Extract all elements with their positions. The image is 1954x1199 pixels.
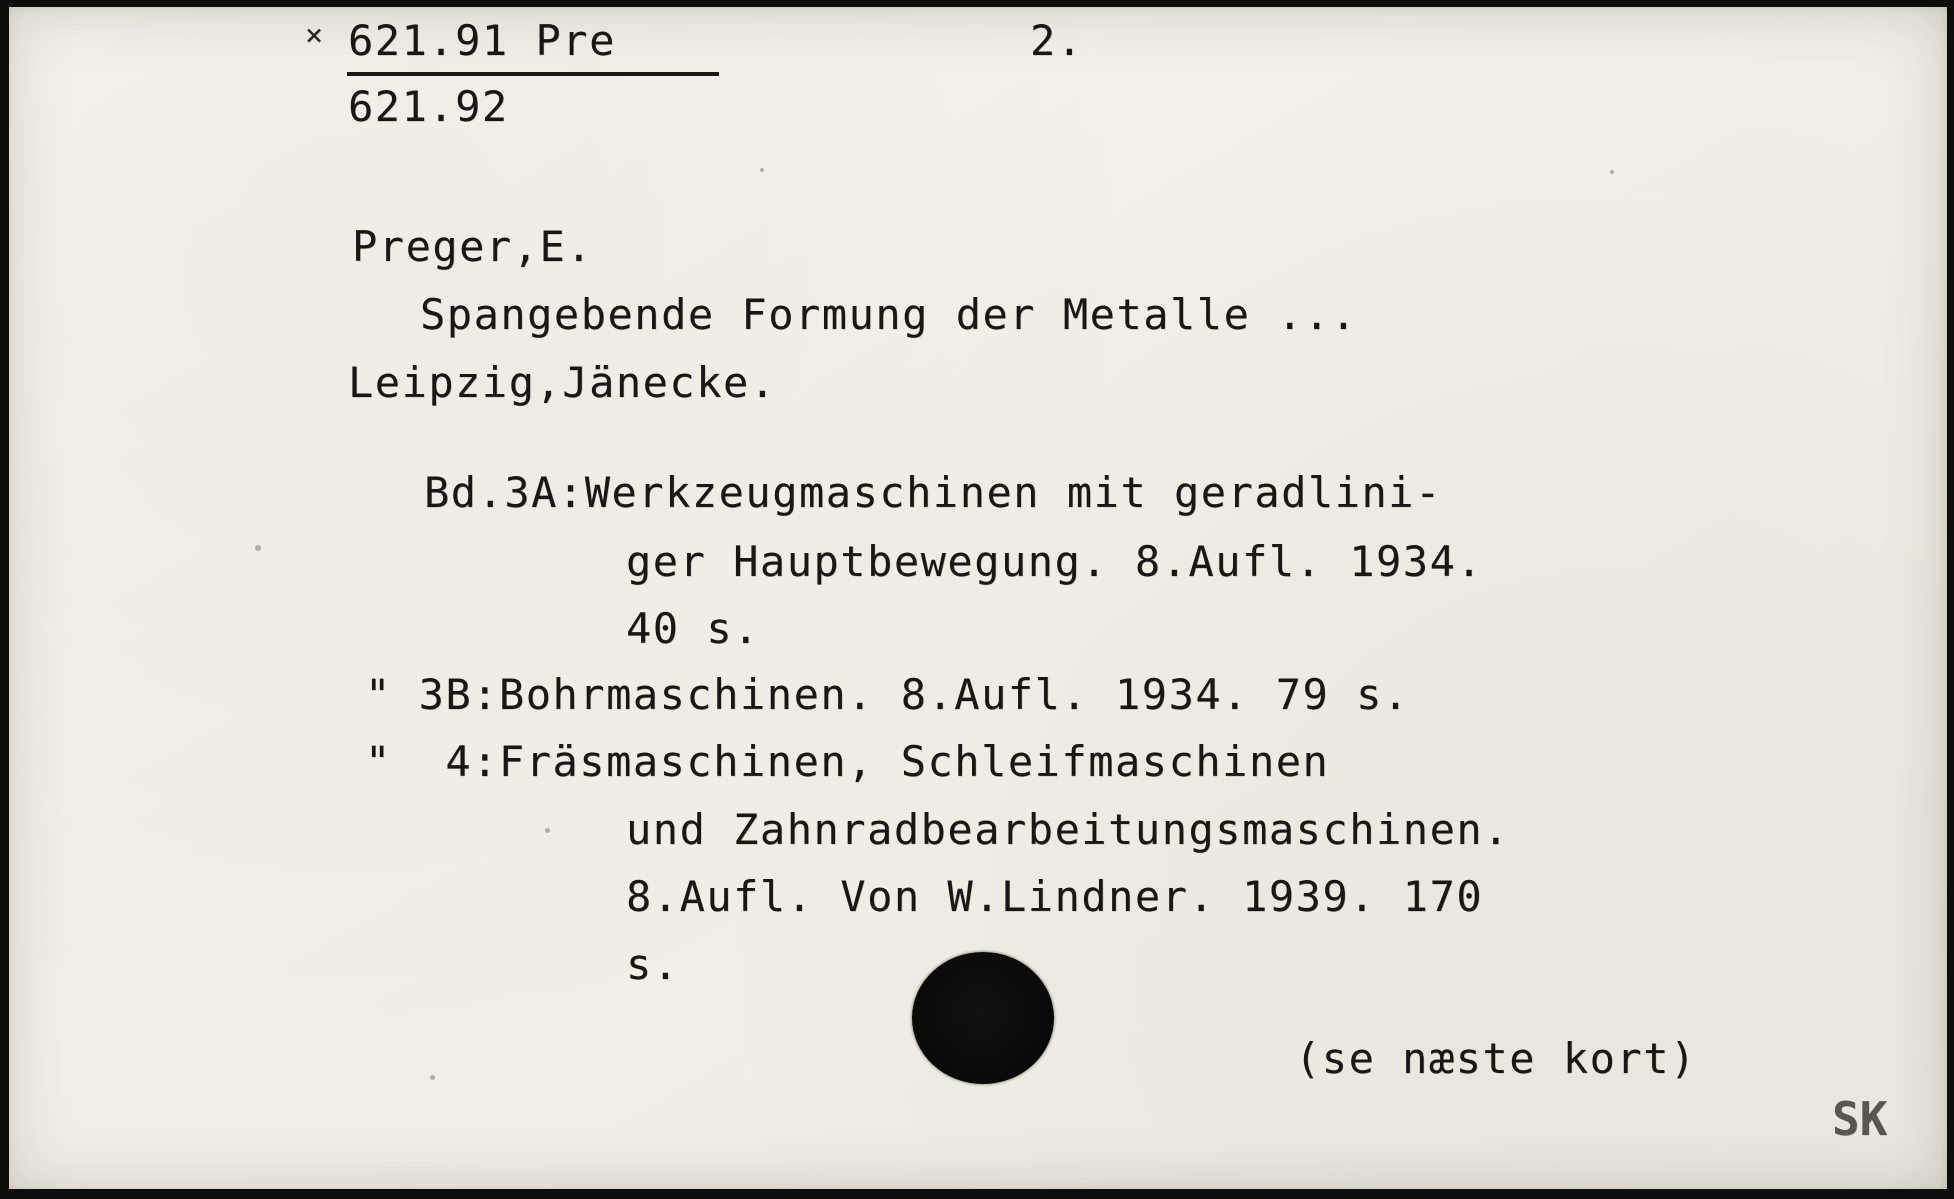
- copy-number: 2.: [1030, 16, 1084, 65]
- dust-speck: [430, 1075, 435, 1080]
- library-stamp: SK: [1832, 1092, 1888, 1146]
- volume-entry-line: ger Hauptbewegung. 8.Aufl. 1934.: [626, 537, 1484, 586]
- punch-hole: [912, 952, 1054, 1084]
- author-name: Preger,E.: [352, 222, 594, 271]
- call-number-line-1: 621.91 Pre: [348, 16, 616, 65]
- volume-entry-line: Bd.3A:Werkzeugmaschinen mit geradlini-: [424, 468, 1442, 517]
- volume-entry-line: und Zahnradbearbeitungsmaschinen.: [626, 805, 1510, 854]
- title-statement: Spangebende Formung der Metalle ...: [420, 290, 1358, 339]
- dust-speck: [255, 545, 261, 551]
- card-edge-right: [1947, 0, 1954, 1199]
- cross-mark: ×: [305, 18, 325, 53]
- volume-entry-line: 40 s.: [626, 604, 760, 653]
- call-number-line-2: 621.92: [348, 82, 509, 131]
- volume-entry-line: " 3B:Bohrmaschinen. 8.Aufl. 1934. 79 s.: [365, 670, 1410, 719]
- call-number-underline: [347, 72, 719, 76]
- dust-speck: [760, 168, 764, 172]
- volume-entry-line: 8.Aufl. Von W.Lindner. 1939. 170: [626, 872, 1484, 921]
- card-edge-bottom: [0, 1189, 1954, 1199]
- dust-speck: [545, 828, 550, 833]
- volume-entry-line: s.: [626, 940, 680, 989]
- card-edge-left: [0, 0, 9, 1199]
- volume-entry-line: " 4:Fräsmaschinen, Schleifmaschinen: [365, 737, 1330, 786]
- continuation-note: (se næste kort): [1295, 1034, 1697, 1083]
- imprint-statement: Leipzig,Jänecke.: [348, 358, 777, 407]
- dust-speck: [1610, 170, 1614, 174]
- card-edge-top: [0, 0, 1954, 7]
